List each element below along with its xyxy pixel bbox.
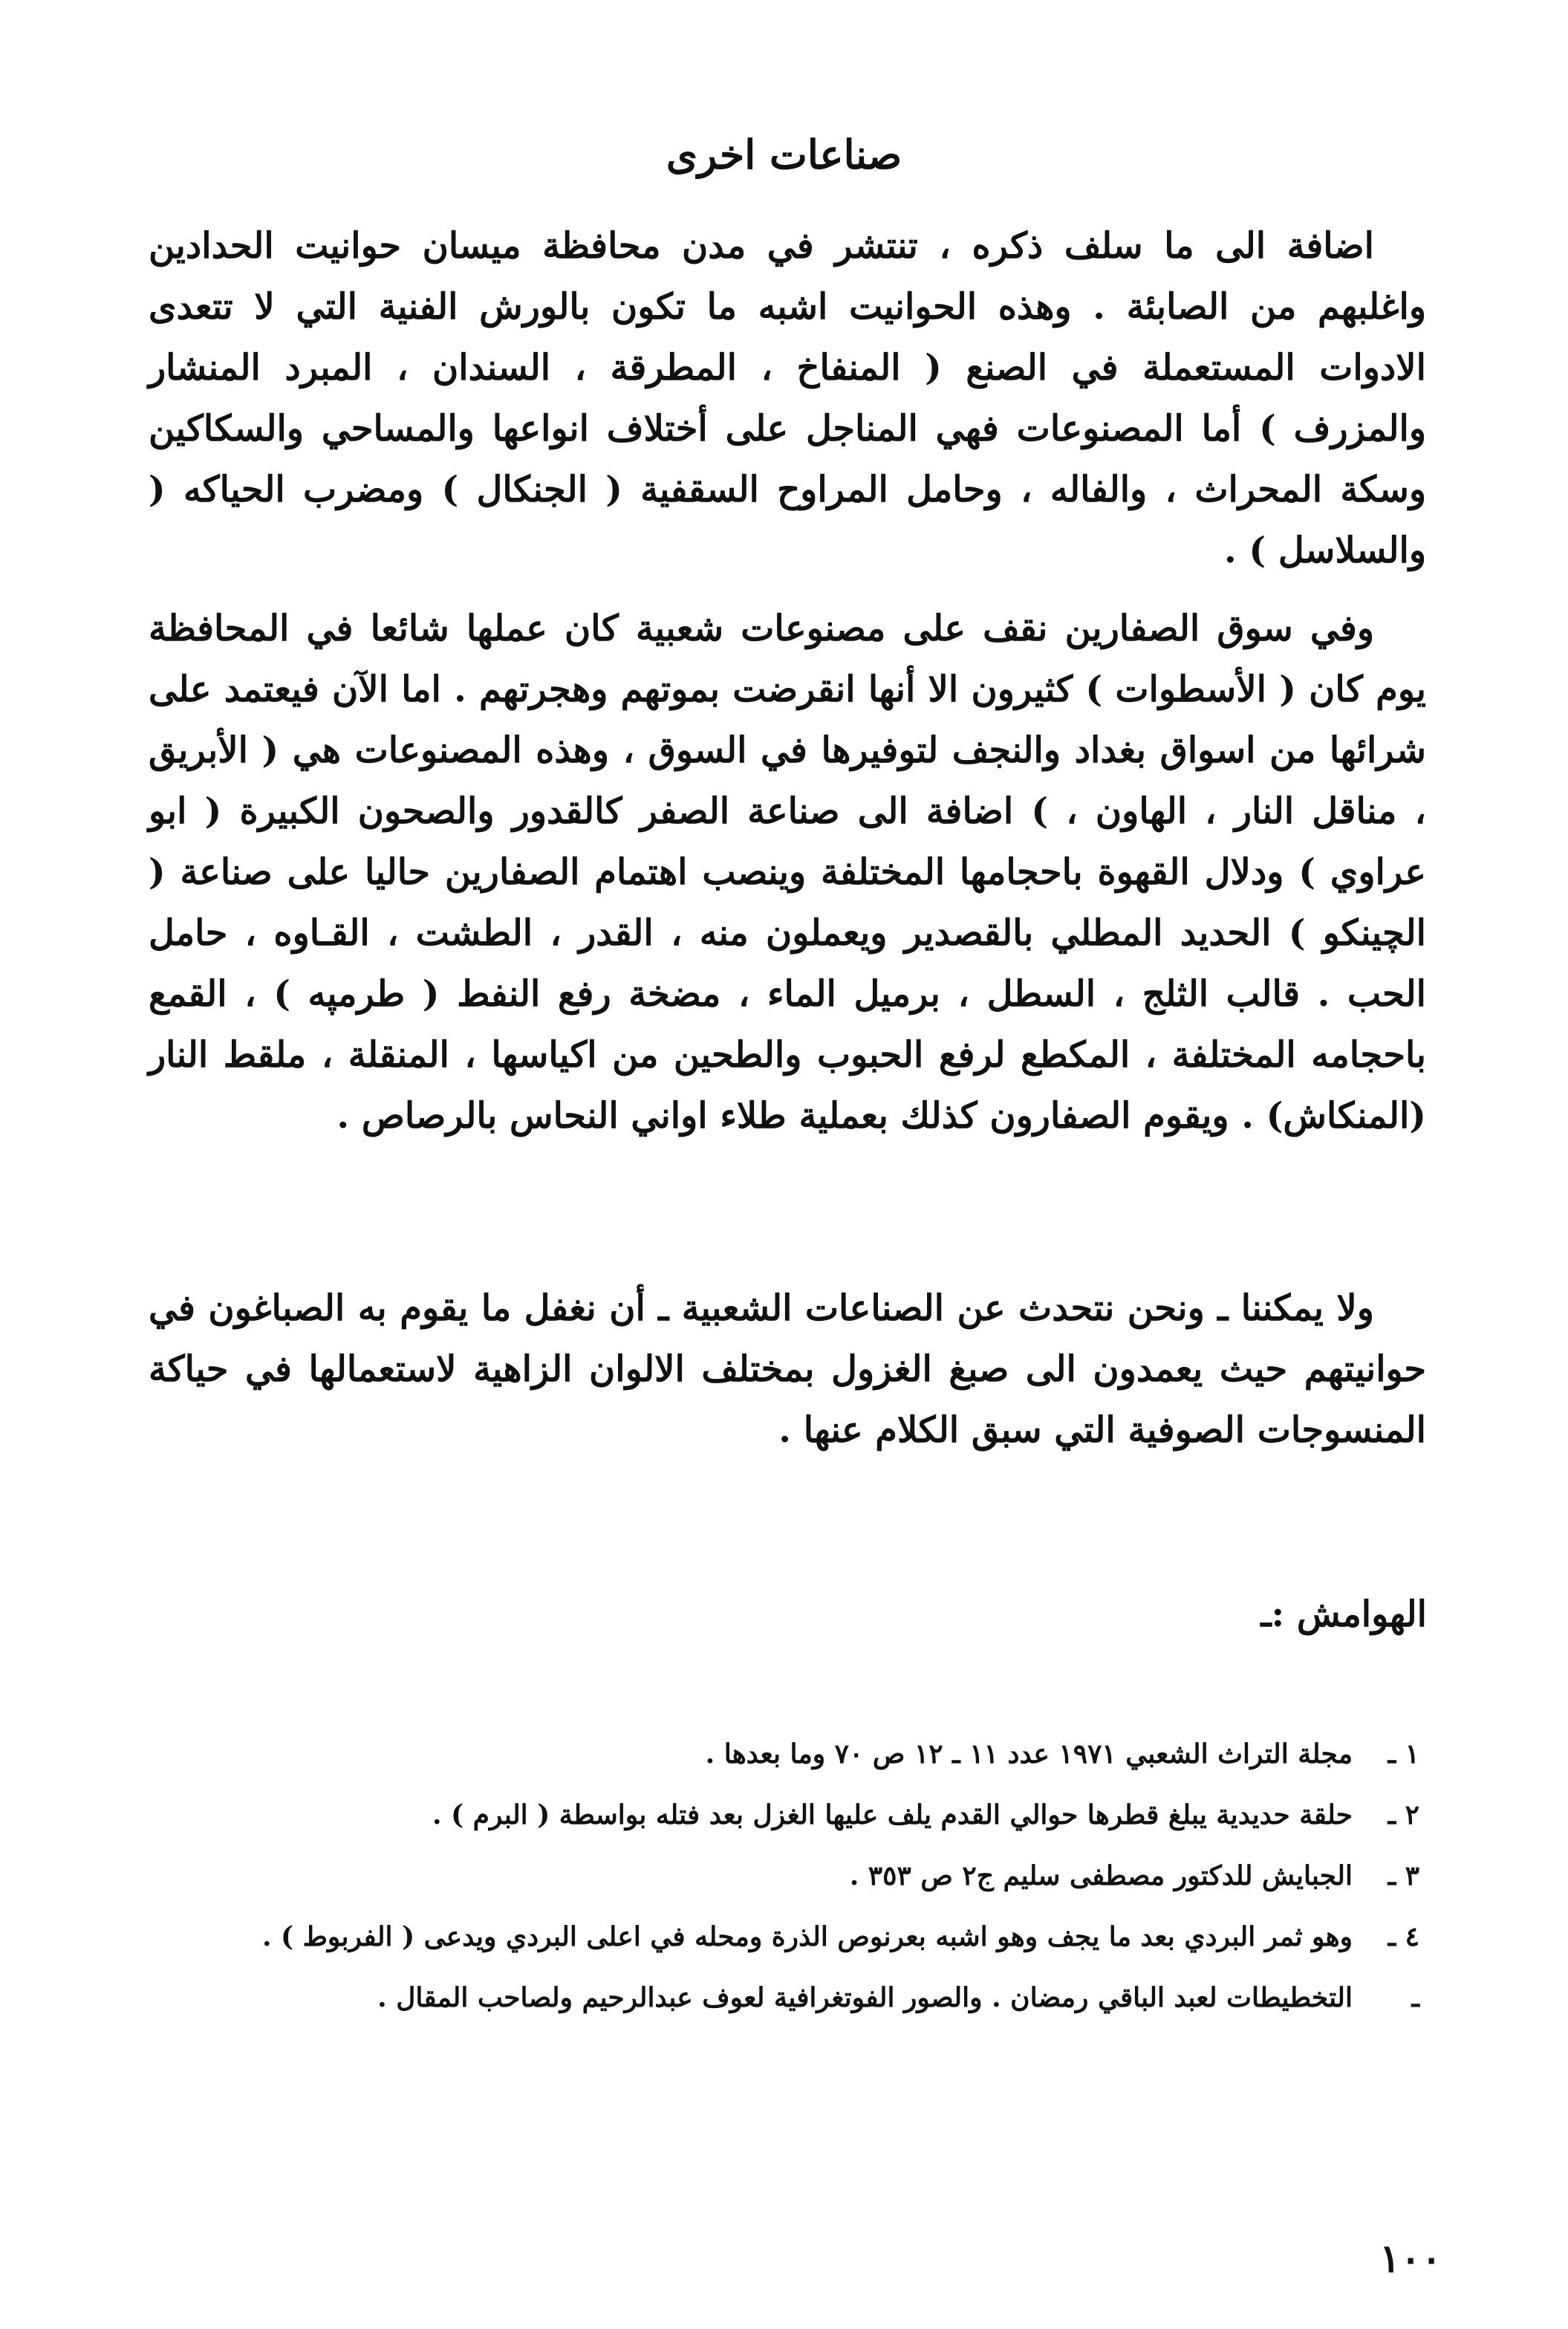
footnote-number: ـ xyxy=(1411,1982,1419,2013)
footnote-item xyxy=(142,1853,1419,1899)
footnote-text: وهو ثمر البردي بعد ما يجف وهو اشبه بعرنوص الذرة ومحله في اعلى البردي ويدعى ( الفربوط ) . xyxy=(261,1921,1353,1952)
page-number: ١٠٠ xyxy=(1379,2236,1442,2281)
paragraph-coppersmiths: وفي سوق الصفارين نقف على مصنوعات شعبية كان عملها شائعا في المحافظة يوم كان ( الأسطوات ) كثيرون الا أنها انقرضت بموتهم وهجرتهم . اما الآن فيعتمد على شرائها من اسواق بغداد والنجف لتوفيرها في السوق ، وهذه المصنوعات هي ( الأبريق ، مناقل النار ، الهاون ، ) اضافة الى صناعة الصفر كالقدور والصحون الكبيرة ( ابو عراوي ) ودلال القهوة باحجامها المختلفة وينصب اهتمام الصفارين حاليا على صناعة ( الچينكو ) الحديد المطلي بالقصدير ويعملون منه ، القدر ، الطشت ، القـاوه ، حامل الحب . قالب الثلج ، السطل ، برميل الماء ، مضخة رفع النفط ( طرمپه ) ، القمع باحجامه المختلفة ، المكطع لرفع الحبوب والطحين من اكياسها ، المنقلة ، ملقط النار (المنكاش) . ويقوم الصفارون كذلك بعملية طلاء اواني النحاس بالرصاص . xyxy=(149,608,1427,1137)
footnote-text: مجلة التراث الشعبي ١٩٧١ عدد ١١ ـ ١٢ ص ٧٠ وما بعدها . xyxy=(705,1738,1353,1770)
footnotes-heading: الهوامش :ـ xyxy=(1260,1594,1427,1635)
page-title: صناعات اخرى xyxy=(666,131,902,179)
footnote-number: ٤ ـ xyxy=(1388,1921,1419,1952)
footnote-item xyxy=(142,1914,1419,1960)
paragraph-blacksmiths: اضافة الى ما سلف ذكره ، تنتشر في مدن محافظة ميسان حوانيت الحدادين واغلبهم من الصابئة . وهذه الحوانيت اشبه ما تكون بالورش الفنية التي لا تتعدى الادوات المستعملة في الصنع ( المنفاخ ، المطرقة ، السندان ، المبرد المنشار والمزرف ) أما المصنوعات فهي المناجل على أختلاف انواعها والمساحي والسكاكين وسكة المحراث ، والفاله ، وحامل المراوح السقفية ( الجنكال ) ومضرب الحياكه ( والسلاسل ) . xyxy=(149,225,1427,571)
paragraph-dyers: ولا يمكننا ـ ونحن نتحدث عن الصناعات الشعبية ـ أن نغفل ما يقوم به الصباغون في حوانيتهم حيث يعمدون الى صبغ الغزول بمختلف الالوان الزاهية لاستعمالها في حياكة المنسوجات الصوفية التي سبق الكلام عنها . xyxy=(149,1287,1427,1451)
footnote-item xyxy=(142,1792,1419,1838)
footnote-number: ٣ ـ xyxy=(1388,1860,1419,1891)
footnote-text: التخطيطات لعبد الباقي رمضان . والصور الفوتغرافية لعوف عبدالرحيم ولصاحب المقال . xyxy=(377,1982,1353,2013)
footnotes-list xyxy=(142,1731,1419,2036)
footnote-number: ١ ـ xyxy=(1388,1738,1419,1770)
footnote-item xyxy=(142,1731,1419,1777)
footnote-number: ٢ ـ xyxy=(1388,1799,1419,1831)
footnote-text: الجبايش للدكتور مصطفى سليم ج٢ ص ٣٥٣ . xyxy=(849,1860,1353,1891)
footnote-text: حلقة حديدية يبلغ قطرها حوالي القدم يلف عليها الغزل بعد فتله بواسطة ( البرم ) . xyxy=(432,1799,1353,1831)
footnote-item xyxy=(142,1975,1419,2021)
